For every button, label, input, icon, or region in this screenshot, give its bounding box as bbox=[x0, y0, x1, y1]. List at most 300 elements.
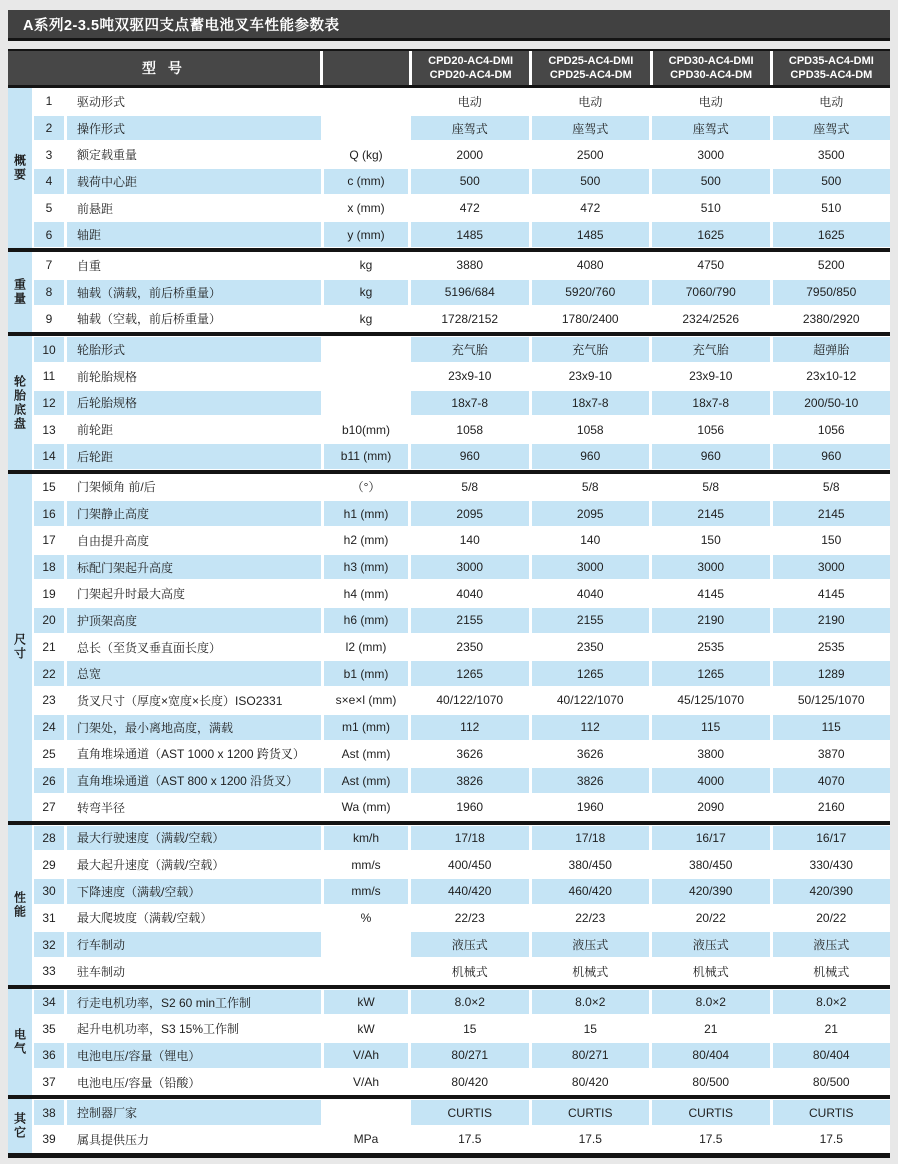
row-number: 8 bbox=[34, 280, 64, 305]
group-label-text: 其它 bbox=[12, 1112, 27, 1141]
value-model-3: 1056 bbox=[652, 417, 770, 442]
model-name-dm: CPD20-AC4-DM bbox=[429, 69, 512, 81]
parameter-name: 总长（至货叉垂直面长度） bbox=[67, 635, 321, 660]
value-model-2: 112 bbox=[532, 715, 650, 740]
table-row bbox=[34, 931, 890, 958]
value-model-2: 5920/760 bbox=[532, 280, 650, 305]
value-model-2: 2095 bbox=[532, 501, 650, 526]
spec-group bbox=[8, 1099, 890, 1152]
value-model-2: 3000 bbox=[532, 555, 650, 580]
value-model-3: 500 bbox=[652, 169, 770, 194]
row-number: 23 bbox=[34, 688, 64, 713]
value-model-1: CURTIS bbox=[411, 1100, 529, 1125]
value-model-3: 510 bbox=[652, 196, 770, 221]
table-row bbox=[34, 634, 890, 661]
row-number: 11 bbox=[34, 364, 64, 389]
group-label-text: 性能 bbox=[12, 890, 27, 919]
value-model-1: 1265 bbox=[411, 661, 529, 686]
parameter-unit bbox=[324, 959, 408, 984]
value-model-3: 5/8 bbox=[652, 475, 770, 500]
value-model-2: 40/122/1070 bbox=[532, 688, 650, 713]
value-model-4: 3870 bbox=[773, 742, 891, 767]
parameter-name: 转弯半径 bbox=[67, 795, 321, 820]
value-model-4: 2145 bbox=[773, 501, 891, 526]
row-number: 32 bbox=[34, 932, 64, 957]
row-number: 34 bbox=[34, 990, 64, 1015]
group-label-text: 电气 bbox=[12, 1028, 27, 1057]
value-model-2: 8.0×2 bbox=[532, 990, 650, 1015]
table-row bbox=[34, 1069, 890, 1096]
value-model-2: 15 bbox=[532, 1016, 650, 1041]
value-model-3: 45/125/1070 bbox=[652, 688, 770, 713]
parameter-unit: （°） bbox=[324, 475, 408, 500]
value-model-1: 2095 bbox=[411, 501, 529, 526]
value-model-3: 115 bbox=[652, 715, 770, 740]
row-number: 22 bbox=[34, 661, 64, 686]
row-number: 4 bbox=[34, 169, 64, 194]
parameter-name: 护顶架高度 bbox=[67, 608, 321, 633]
table-row bbox=[34, 390, 890, 417]
table-bottom-border bbox=[8, 1153, 890, 1158]
row-number: 1 bbox=[34, 89, 64, 114]
row-number: 38 bbox=[34, 1100, 64, 1125]
value-model-1: 8.0×2 bbox=[411, 990, 529, 1015]
value-model-2: 充气胎 bbox=[532, 337, 650, 362]
value-model-2: 80/420 bbox=[532, 1070, 650, 1095]
value-model-3: 80/404 bbox=[652, 1043, 770, 1068]
parameter-name: 轴载（满载，前后桥重量） bbox=[67, 280, 321, 305]
row-number: 16 bbox=[34, 501, 64, 526]
value-model-4: 1625 bbox=[773, 222, 891, 247]
parameter-unit: kg bbox=[324, 307, 408, 332]
parameter-unit: Wa (mm) bbox=[324, 795, 408, 820]
value-model-3: 960 bbox=[652, 444, 770, 469]
group-label-text: 概要 bbox=[12, 154, 27, 183]
parameter-unit bbox=[324, 391, 408, 416]
row-number: 33 bbox=[34, 959, 64, 984]
parameter-unit: b10(mm) bbox=[324, 417, 408, 442]
table-row bbox=[34, 306, 890, 333]
value-model-4: 5200 bbox=[773, 253, 891, 278]
value-model-4: 液压式 bbox=[773, 932, 891, 957]
parameter-name: 载荷中心距 bbox=[67, 169, 321, 194]
value-model-1: 3880 bbox=[411, 253, 529, 278]
spec-group bbox=[8, 88, 890, 248]
parameter-unit: Ast (mm) bbox=[324, 768, 408, 793]
parameter-unit: h4 (mm) bbox=[324, 581, 408, 606]
value-model-4: 420/390 bbox=[773, 879, 891, 904]
value-model-3: 4000 bbox=[652, 768, 770, 793]
parameter-unit: V/Ah bbox=[324, 1043, 408, 1068]
value-model-4: 80/500 bbox=[773, 1070, 891, 1095]
row-number: 14 bbox=[34, 444, 64, 469]
table-row bbox=[34, 687, 890, 714]
table-row bbox=[34, 878, 890, 905]
parameter-unit: mm/s bbox=[324, 879, 408, 904]
value-model-2: 1058 bbox=[532, 417, 650, 442]
value-model-2: 17/18 bbox=[532, 826, 650, 851]
parameter-unit: MPa bbox=[324, 1127, 408, 1152]
parameter-name: 后轮距 bbox=[67, 444, 321, 469]
row-number: 9 bbox=[34, 307, 64, 332]
row-number: 31 bbox=[34, 906, 64, 931]
value-model-4: 960 bbox=[773, 444, 891, 469]
value-model-1: 5/8 bbox=[411, 475, 529, 500]
value-model-1: 1058 bbox=[411, 417, 529, 442]
value-model-4: 2160 bbox=[773, 795, 891, 820]
spec-group bbox=[8, 336, 890, 469]
table-row bbox=[34, 851, 890, 878]
parameter-unit: Ast (mm) bbox=[324, 742, 408, 767]
table-row bbox=[34, 336, 890, 363]
group-label bbox=[8, 474, 32, 821]
value-model-1: 17/18 bbox=[411, 826, 529, 851]
value-model-1: 80/271 bbox=[411, 1043, 529, 1068]
value-model-2: 电动 bbox=[532, 89, 650, 114]
table-row bbox=[34, 1099, 890, 1126]
table-row bbox=[34, 363, 890, 390]
header-model-column-2 bbox=[532, 51, 649, 85]
value-model-1: 2155 bbox=[411, 608, 529, 633]
value-model-4: 电动 bbox=[773, 89, 891, 114]
row-number: 36 bbox=[34, 1043, 64, 1068]
table-row bbox=[34, 416, 890, 443]
table-header bbox=[8, 49, 890, 88]
table-row bbox=[34, 1126, 890, 1153]
value-model-1: 2000 bbox=[411, 142, 529, 167]
value-model-1: 座驾式 bbox=[411, 116, 529, 141]
parameter-name: 自重 bbox=[67, 253, 321, 278]
value-model-3: 2145 bbox=[652, 501, 770, 526]
spec-group bbox=[8, 252, 890, 332]
value-model-4: 4070 bbox=[773, 768, 891, 793]
parameter-name: 驻车制动 bbox=[67, 959, 321, 984]
model-name-dmi: CPD25-AC4-DMI bbox=[548, 54, 634, 67]
value-model-4: 21 bbox=[773, 1016, 891, 1041]
value-model-3: 充气胎 bbox=[652, 337, 770, 362]
value-model-1: 472 bbox=[411, 196, 529, 221]
table-row bbox=[34, 714, 890, 741]
value-model-3: 18x7-8 bbox=[652, 391, 770, 416]
parameter-unit bbox=[324, 364, 408, 389]
value-model-3: 150 bbox=[652, 528, 770, 553]
value-model-2: 960 bbox=[532, 444, 650, 469]
group-label bbox=[8, 825, 32, 985]
value-model-1: 500 bbox=[411, 169, 529, 194]
value-model-4: 23x10-12 bbox=[773, 364, 891, 389]
value-model-2: 座驾式 bbox=[532, 116, 650, 141]
value-model-4: 17.5 bbox=[773, 1127, 891, 1152]
value-model-3: 机械式 bbox=[652, 959, 770, 984]
parameter-name: 前悬距 bbox=[67, 196, 321, 221]
row-number: 18 bbox=[34, 555, 64, 580]
parameter-unit: Q (kg) bbox=[324, 142, 408, 167]
parameter-name: 最大行驶速度（满载/空载） bbox=[67, 826, 321, 851]
parameter-name: 门架静止高度 bbox=[67, 501, 321, 526]
parameter-name: 轴载（空载，前后桥重量） bbox=[67, 307, 321, 332]
value-model-4: 2380/2920 bbox=[773, 307, 891, 332]
value-model-4: 7950/850 bbox=[773, 280, 891, 305]
parameter-name: 轮胎形式 bbox=[67, 337, 321, 362]
parameter-unit: b11 (mm) bbox=[324, 444, 408, 469]
row-number: 39 bbox=[34, 1127, 64, 1152]
value-model-1: 15 bbox=[411, 1016, 529, 1041]
group-label bbox=[8, 252, 32, 332]
value-model-1: 40/122/1070 bbox=[411, 688, 529, 713]
parameter-name: 标配门架起升高度 bbox=[67, 555, 321, 580]
group-rows bbox=[34, 1099, 890, 1152]
value-model-4: 5/8 bbox=[773, 475, 891, 500]
parameter-unit: kg bbox=[324, 280, 408, 305]
row-number: 19 bbox=[34, 581, 64, 606]
spec-group bbox=[8, 825, 890, 985]
value-model-3: 2324/2526 bbox=[652, 307, 770, 332]
value-model-1: 23x9-10 bbox=[411, 364, 529, 389]
parameter-name: 门架处，最小离地高度，满载 bbox=[67, 715, 321, 740]
parameter-unit: kW bbox=[324, 1016, 408, 1041]
value-model-2: 1485 bbox=[532, 222, 650, 247]
value-model-2: 2155 bbox=[532, 608, 650, 633]
parameter-unit: h6 (mm) bbox=[324, 608, 408, 633]
value-model-4: 8.0×2 bbox=[773, 990, 891, 1015]
value-model-3: 21 bbox=[652, 1016, 770, 1041]
parameter-unit: c (mm) bbox=[324, 169, 408, 194]
value-model-4: 20/22 bbox=[773, 906, 891, 931]
parameter-name: 轴距 bbox=[67, 222, 321, 247]
parameter-unit: h2 (mm) bbox=[324, 528, 408, 553]
value-model-4: 1056 bbox=[773, 417, 891, 442]
parameter-name: 直角堆垛通道（AST 1000 x 1200 跨货叉） bbox=[67, 742, 321, 767]
page-title: A系列2-3.5吨双驱四支点蓄电池叉车性能参数表 bbox=[8, 10, 890, 41]
row-number: 17 bbox=[34, 528, 64, 553]
parameter-unit: s×e×l (mm) bbox=[324, 688, 408, 713]
parameter-name: 总宽 bbox=[67, 661, 321, 686]
parameter-name: 额定载重量 bbox=[67, 142, 321, 167]
value-model-4: 510 bbox=[773, 196, 891, 221]
value-model-1: 80/420 bbox=[411, 1070, 529, 1095]
parameter-name: 控制器厂家 bbox=[67, 1100, 321, 1125]
value-model-4: 4145 bbox=[773, 581, 891, 606]
value-model-1: 4040 bbox=[411, 581, 529, 606]
group-label bbox=[8, 989, 32, 1096]
row-number: 27 bbox=[34, 795, 64, 820]
table-body bbox=[8, 88, 890, 1153]
model-name-dm: CPD35-AC4-DM bbox=[790, 69, 873, 81]
table-row bbox=[34, 1042, 890, 1069]
value-model-3: 380/450 bbox=[652, 852, 770, 877]
parameter-name: 电池电压/容量（锂电） bbox=[67, 1043, 321, 1068]
table-row bbox=[34, 741, 890, 768]
parameter-unit: kW bbox=[324, 990, 408, 1015]
parameter-unit: kg bbox=[324, 253, 408, 278]
value-model-1: 17.5 bbox=[411, 1127, 529, 1152]
parameter-name: 最大起升速度（满载/空载） bbox=[67, 852, 321, 877]
header-model-label: 型 号 bbox=[8, 51, 320, 85]
parameter-name: 后轮胎规格 bbox=[67, 391, 321, 416]
value-model-3: 液压式 bbox=[652, 932, 770, 957]
table-row bbox=[34, 115, 890, 142]
parameter-unit bbox=[324, 337, 408, 362]
value-model-2: 80/271 bbox=[532, 1043, 650, 1068]
group-label-text: 尺寸 bbox=[12, 633, 27, 662]
value-model-4: 200/50-10 bbox=[773, 391, 891, 416]
value-model-3: 16/17 bbox=[652, 826, 770, 851]
value-model-3: 电动 bbox=[652, 89, 770, 114]
value-model-3: 420/390 bbox=[652, 879, 770, 904]
value-model-1: 22/23 bbox=[411, 906, 529, 931]
value-model-4: 330/430 bbox=[773, 852, 891, 877]
table-row bbox=[34, 88, 890, 115]
table-row bbox=[34, 474, 890, 501]
row-number: 28 bbox=[34, 826, 64, 851]
table-row bbox=[34, 279, 890, 306]
model-name-dmi: CPD35-AC4-DMI bbox=[788, 54, 874, 67]
value-model-3: 8.0×2 bbox=[652, 990, 770, 1015]
parameter-unit bbox=[324, 1100, 408, 1125]
value-model-3: 座驾式 bbox=[652, 116, 770, 141]
value-model-1: 液压式 bbox=[411, 932, 529, 957]
group-rows bbox=[34, 88, 890, 248]
value-model-1: 机械式 bbox=[411, 959, 529, 984]
parameter-name: 起升电机功率，S3 15%工作制 bbox=[67, 1016, 321, 1041]
table-row bbox=[34, 527, 890, 554]
model-name-dmi: CPD20-AC4-DMI bbox=[428, 54, 514, 67]
table-row bbox=[34, 989, 890, 1016]
value-model-3: 1265 bbox=[652, 661, 770, 686]
row-number: 25 bbox=[34, 742, 64, 767]
row-number: 3 bbox=[34, 142, 64, 167]
row-number: 2 bbox=[34, 116, 64, 141]
parameter-unit: m1 (mm) bbox=[324, 715, 408, 740]
value-model-2: 22/23 bbox=[532, 906, 650, 931]
row-number: 30 bbox=[34, 879, 64, 904]
value-model-2: 500 bbox=[532, 169, 650, 194]
table-row bbox=[34, 958, 890, 985]
value-model-2: 23x9-10 bbox=[532, 364, 650, 389]
table-row bbox=[34, 1015, 890, 1042]
parameter-unit bbox=[324, 932, 408, 957]
value-model-2: 18x7-8 bbox=[532, 391, 650, 416]
parameter-name: 前轮距 bbox=[67, 417, 321, 442]
table-row bbox=[34, 607, 890, 634]
value-model-2: 2500 bbox=[532, 142, 650, 167]
value-model-1: 1485 bbox=[411, 222, 529, 247]
parameter-name: 属具提供压力 bbox=[67, 1127, 321, 1152]
value-model-1: 112 bbox=[411, 715, 529, 740]
table-row bbox=[34, 794, 890, 821]
row-number: 7 bbox=[34, 253, 64, 278]
parameter-unit: km/h bbox=[324, 826, 408, 851]
row-number: 26 bbox=[34, 768, 64, 793]
value-model-3: 3000 bbox=[652, 142, 770, 167]
value-model-2: 17.5 bbox=[532, 1127, 650, 1152]
value-model-2: 1265 bbox=[532, 661, 650, 686]
parameter-name: 电池电压/容量（铅酸） bbox=[67, 1070, 321, 1095]
parameter-name: 门架倾角 前/后 bbox=[67, 475, 321, 500]
value-model-2: 1780/2400 bbox=[532, 307, 650, 332]
parameter-name: 驱动形式 bbox=[67, 89, 321, 114]
value-model-2: 5/8 bbox=[532, 475, 650, 500]
table-row bbox=[34, 443, 890, 470]
table-row bbox=[34, 168, 890, 195]
value-model-1: 18x7-8 bbox=[411, 391, 529, 416]
value-model-1: 1728/2152 bbox=[411, 307, 529, 332]
value-model-4: 16/17 bbox=[773, 826, 891, 851]
group-rows bbox=[34, 252, 890, 332]
value-model-1: 2350 bbox=[411, 635, 529, 660]
row-number: 10 bbox=[34, 337, 64, 362]
value-model-4: 50/125/1070 bbox=[773, 688, 891, 713]
value-model-3: 2090 bbox=[652, 795, 770, 820]
value-model-2: CURTIS bbox=[532, 1100, 650, 1125]
parameter-unit bbox=[324, 116, 408, 141]
value-model-3: 23x9-10 bbox=[652, 364, 770, 389]
value-model-4: 座驾式 bbox=[773, 116, 891, 141]
header-model-column-3 bbox=[653, 51, 770, 85]
parameter-unit: V/Ah bbox=[324, 1070, 408, 1095]
parameter-name: 行走电机功率，S2 60 min工作制 bbox=[67, 990, 321, 1015]
table-row bbox=[34, 141, 890, 168]
table-row bbox=[34, 252, 890, 279]
value-model-1: 电动 bbox=[411, 89, 529, 114]
table-row bbox=[34, 660, 890, 687]
value-model-2: 472 bbox=[532, 196, 650, 221]
group-rows bbox=[34, 336, 890, 469]
parameter-name: 直角堆垛通道（AST 800 x 1200 沿货叉） bbox=[67, 768, 321, 793]
value-model-1: 充气胎 bbox=[411, 337, 529, 362]
group-label bbox=[8, 336, 32, 469]
value-model-2: 380/450 bbox=[532, 852, 650, 877]
value-model-3: 2190 bbox=[652, 608, 770, 633]
parameter-unit: h3 (mm) bbox=[324, 555, 408, 580]
table-row bbox=[34, 825, 890, 852]
value-model-1: 400/450 bbox=[411, 852, 529, 877]
table-row bbox=[34, 195, 890, 222]
model-name-dm: CPD30-AC4-DM bbox=[670, 69, 753, 81]
row-number: 5 bbox=[34, 196, 64, 221]
value-model-4: 2535 bbox=[773, 635, 891, 660]
table-row bbox=[34, 221, 890, 248]
parameter-unit: h1 (mm) bbox=[324, 501, 408, 526]
value-model-4: 500 bbox=[773, 169, 891, 194]
value-model-2: 140 bbox=[532, 528, 650, 553]
value-model-2: 4080 bbox=[532, 253, 650, 278]
spec-group bbox=[8, 989, 890, 1096]
parameter-name: 货叉尺寸（厚度×宽度×长度）ISO2331 bbox=[67, 688, 321, 713]
table-row bbox=[34, 500, 890, 527]
parameter-name: 操作形式 bbox=[67, 116, 321, 141]
row-number: 13 bbox=[34, 417, 64, 442]
value-model-3: 3000 bbox=[652, 555, 770, 580]
value-model-4: 机械式 bbox=[773, 959, 891, 984]
value-model-3: 3800 bbox=[652, 742, 770, 767]
table-row bbox=[34, 580, 890, 607]
row-number: 15 bbox=[34, 475, 64, 500]
group-label-text: 重量 bbox=[12, 278, 27, 307]
value-model-4: 80/404 bbox=[773, 1043, 891, 1068]
parameter-name: 行车制动 bbox=[67, 932, 321, 957]
value-model-3: 4750 bbox=[652, 253, 770, 278]
group-label bbox=[8, 88, 32, 248]
parameter-unit: l2 (mm) bbox=[324, 635, 408, 660]
model-name-dmi: CPD30-AC4-DMI bbox=[668, 54, 754, 67]
value-model-3: 7060/790 bbox=[652, 280, 770, 305]
table-row bbox=[34, 767, 890, 794]
value-model-4: 115 bbox=[773, 715, 891, 740]
value-model-2: 机械式 bbox=[532, 959, 650, 984]
value-model-2: 3626 bbox=[532, 742, 650, 767]
title-gap bbox=[8, 41, 890, 49]
